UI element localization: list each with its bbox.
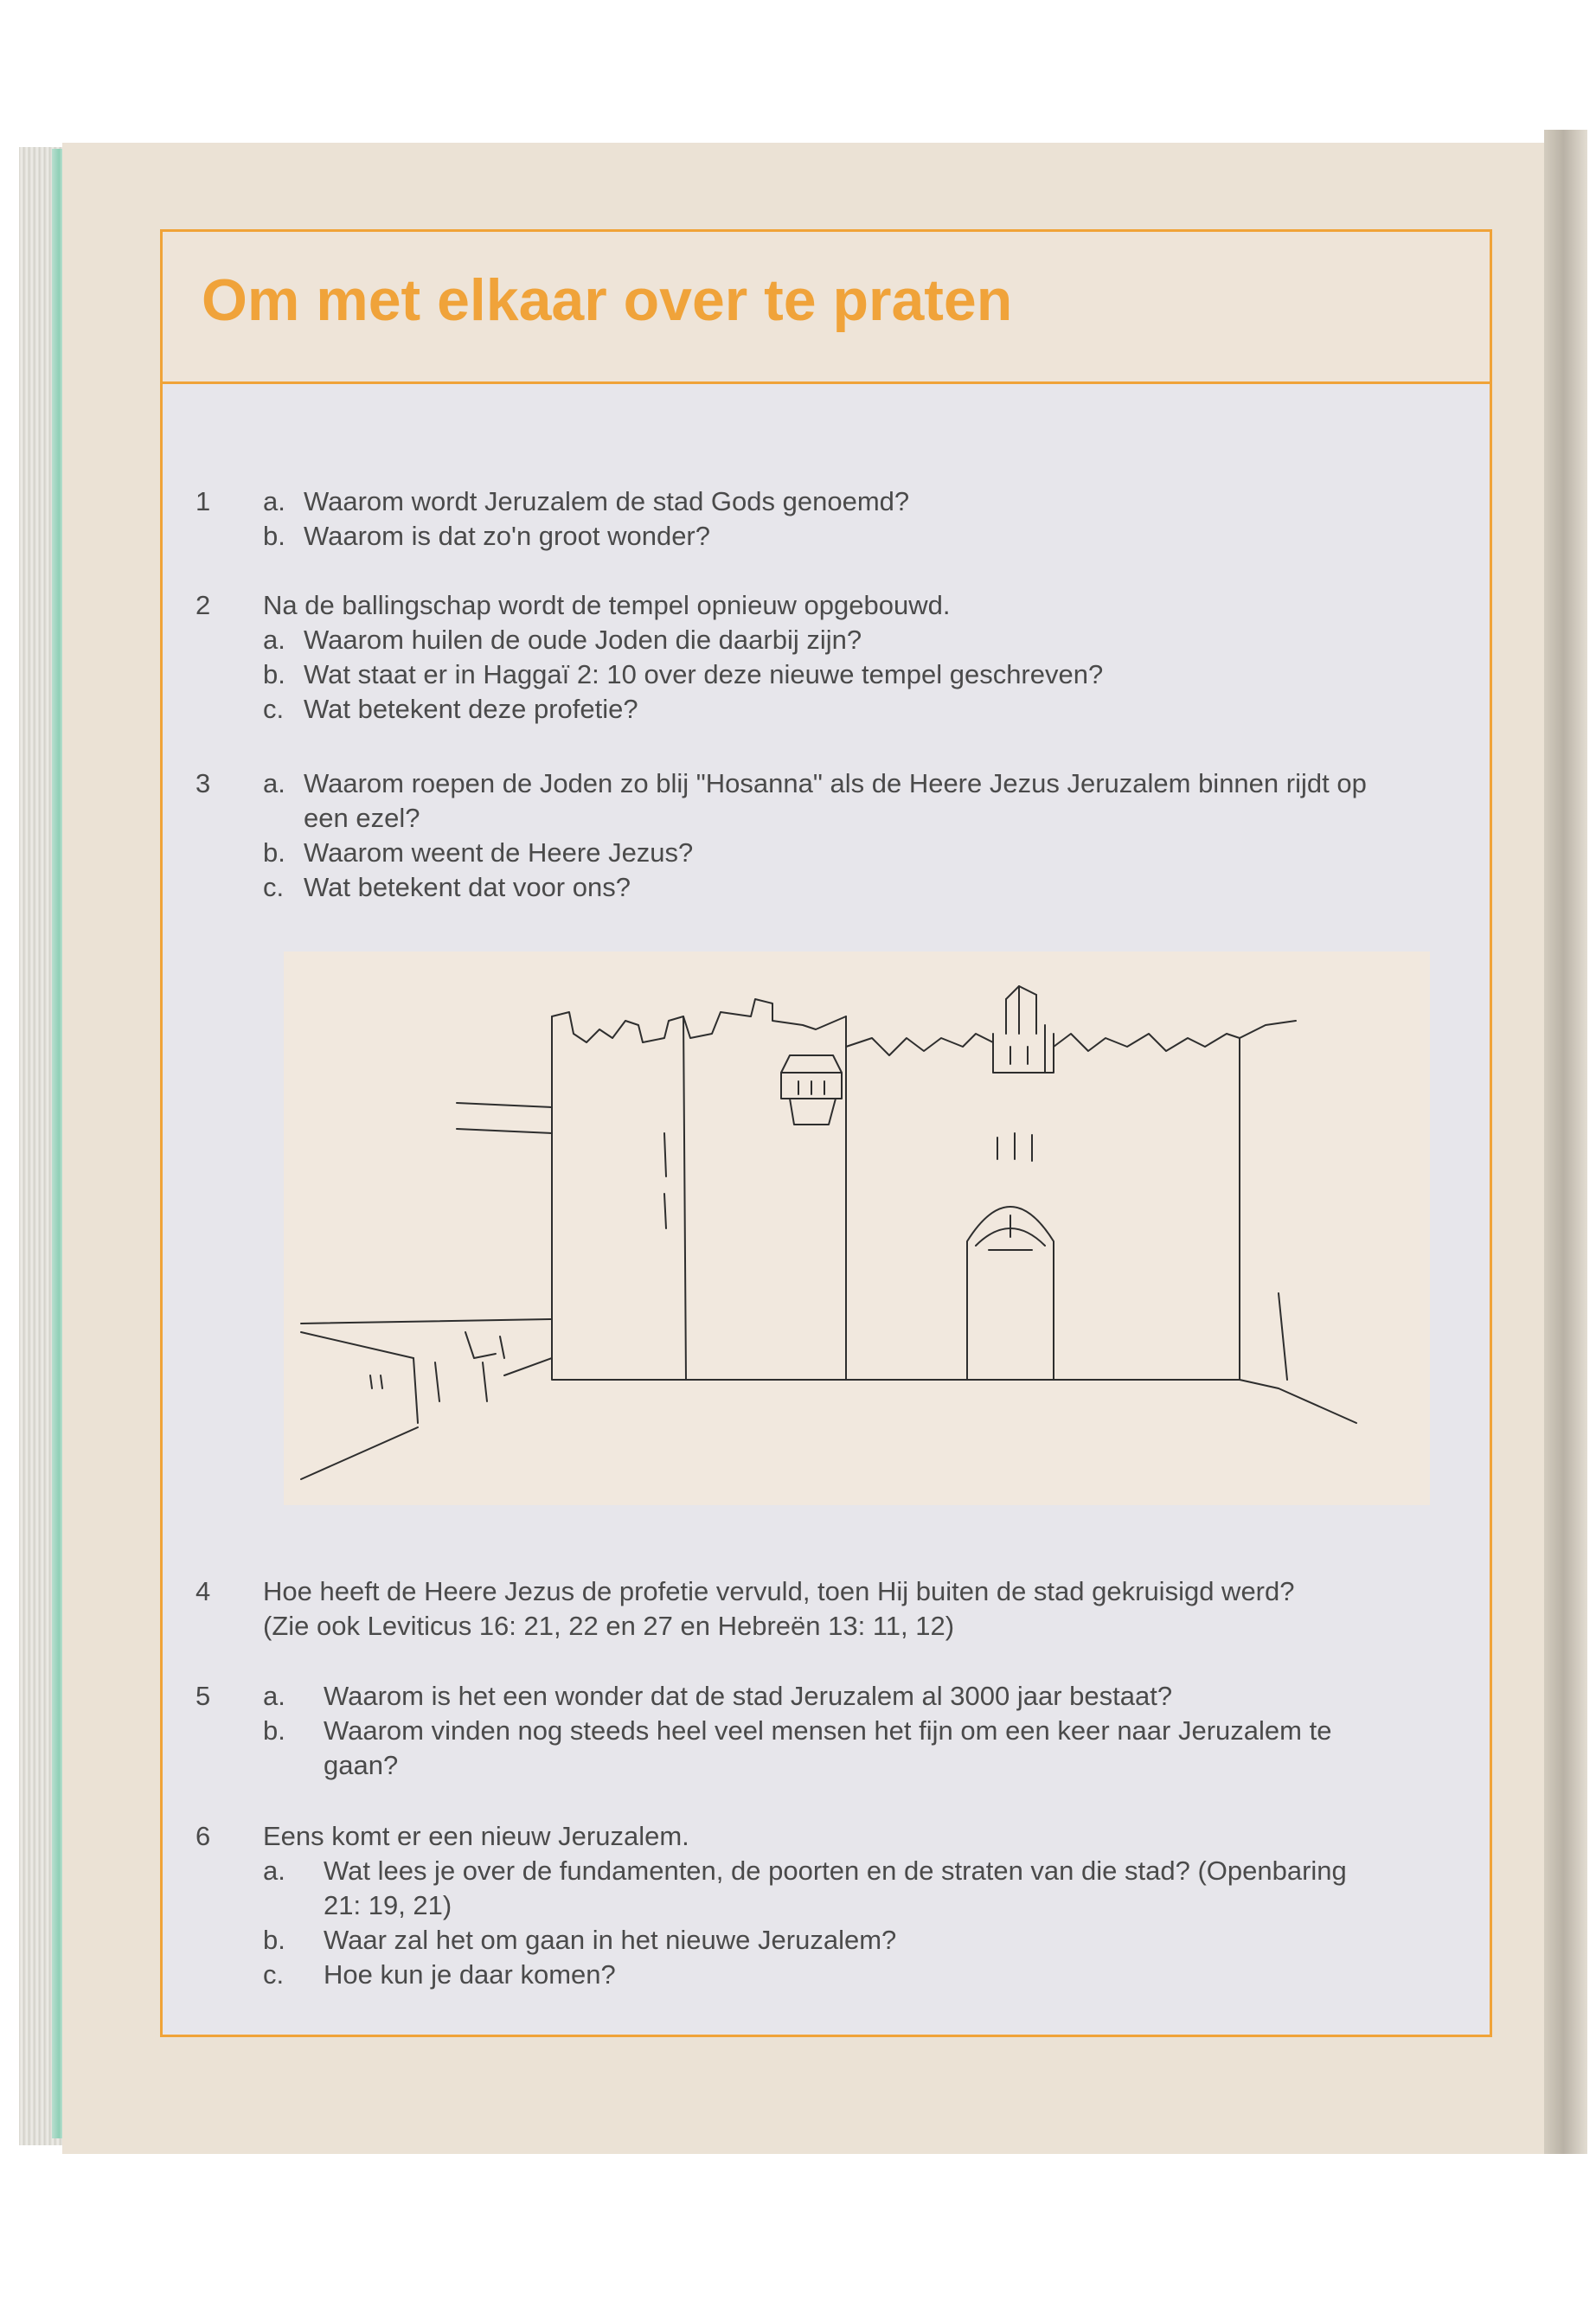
question-number: 5 bbox=[195, 1681, 211, 1711]
part-label: b. bbox=[263, 521, 285, 551]
part-label: a. bbox=[263, 1856, 285, 1886]
part-text: Waarom is het een wonder dat de stad Jeruzalem al 3000 jaar bestaat? bbox=[324, 1681, 1173, 1711]
book-spine bbox=[1544, 130, 1587, 2154]
city-gate-drawing bbox=[284, 952, 1430, 1505]
question-number: 2 bbox=[195, 590, 211, 620]
question-number: 3 bbox=[195, 768, 211, 798]
part-text: Waarom vinden nog steeds heel veel mensen het fijn om een keer naar Jeruzalem te bbox=[324, 1715, 1332, 1746]
question-number: 6 bbox=[195, 1821, 211, 1851]
part-text: Waarom wordt Jeruzalem de stad Gods genoemd? bbox=[304, 486, 910, 516]
part-text-continued: een ezel? bbox=[304, 803, 420, 833]
part-label: b. bbox=[263, 1925, 285, 1955]
part-label: a. bbox=[263, 625, 285, 655]
part-label: a. bbox=[263, 768, 285, 798]
part-label: c. bbox=[263, 872, 285, 902]
part-text: Wat betekent dat voor ons? bbox=[304, 872, 631, 902]
part-label: a. bbox=[263, 486, 285, 516]
question-intro: Hoe heeft de Heere Jezus de profetie vervuld, toen Hij buiten de stad gekruisigd werd? bbox=[263, 1576, 1295, 1606]
question-number: 1 bbox=[195, 486, 211, 516]
part-text: Waarom is dat zo'n groot wonder? bbox=[304, 521, 710, 551]
part-label: b. bbox=[263, 1715, 285, 1746]
question-intro: Eens komt er een nieuw Jeruzalem. bbox=[263, 1821, 689, 1851]
part-label: b. bbox=[263, 659, 285, 689]
page-title: Om met elkaar over te praten bbox=[202, 267, 1013, 333]
part-text: Wat lees je over de fundamenten, de poorten en de straten van die stad? (Openbaring bbox=[324, 1856, 1347, 1886]
part-text: Waar zal het om gaan in het nieuwe Jeruzalem? bbox=[324, 1925, 897, 1955]
part-text: Waarom weent de Heere Jezus? bbox=[304, 837, 694, 868]
panel-header bbox=[163, 232, 1490, 384]
part-text: Wat staat er in Haggaï 2: 10 over deze nieuwe tempel geschreven? bbox=[304, 659, 1104, 689]
part-text-continued: 21: 19, 21) bbox=[324, 1890, 452, 1920]
part-text: Waarom roepen de Joden zo blij "Hosanna" als de Heere Jezus Jeruzalem binnen rijdt op bbox=[304, 768, 1367, 798]
part-label: a. bbox=[263, 1681, 285, 1711]
part-text: Wat betekent deze profetie? bbox=[304, 694, 638, 724]
part-text: Hoe kun je daar komen? bbox=[324, 1959, 616, 1990]
question-intro: Na de ballingschap wordt de tempel opnieuw opgebouwd. bbox=[263, 590, 951, 620]
question-number: 4 bbox=[195, 1576, 211, 1606]
part-text: Waarom huilen de oude Joden die daarbij zijn? bbox=[304, 625, 862, 655]
part-label: c. bbox=[263, 694, 285, 724]
part-label: c. bbox=[263, 1959, 285, 1990]
part-label: b. bbox=[263, 837, 285, 868]
part-text-continued: gaan? bbox=[324, 1750, 399, 1780]
discussion-panel bbox=[160, 229, 1492, 2037]
question-intro-continued: (Zie ook Leviticus 16: 21, 22 en 27 en Hebreën 13: 11, 12) bbox=[263, 1611, 955, 1641]
